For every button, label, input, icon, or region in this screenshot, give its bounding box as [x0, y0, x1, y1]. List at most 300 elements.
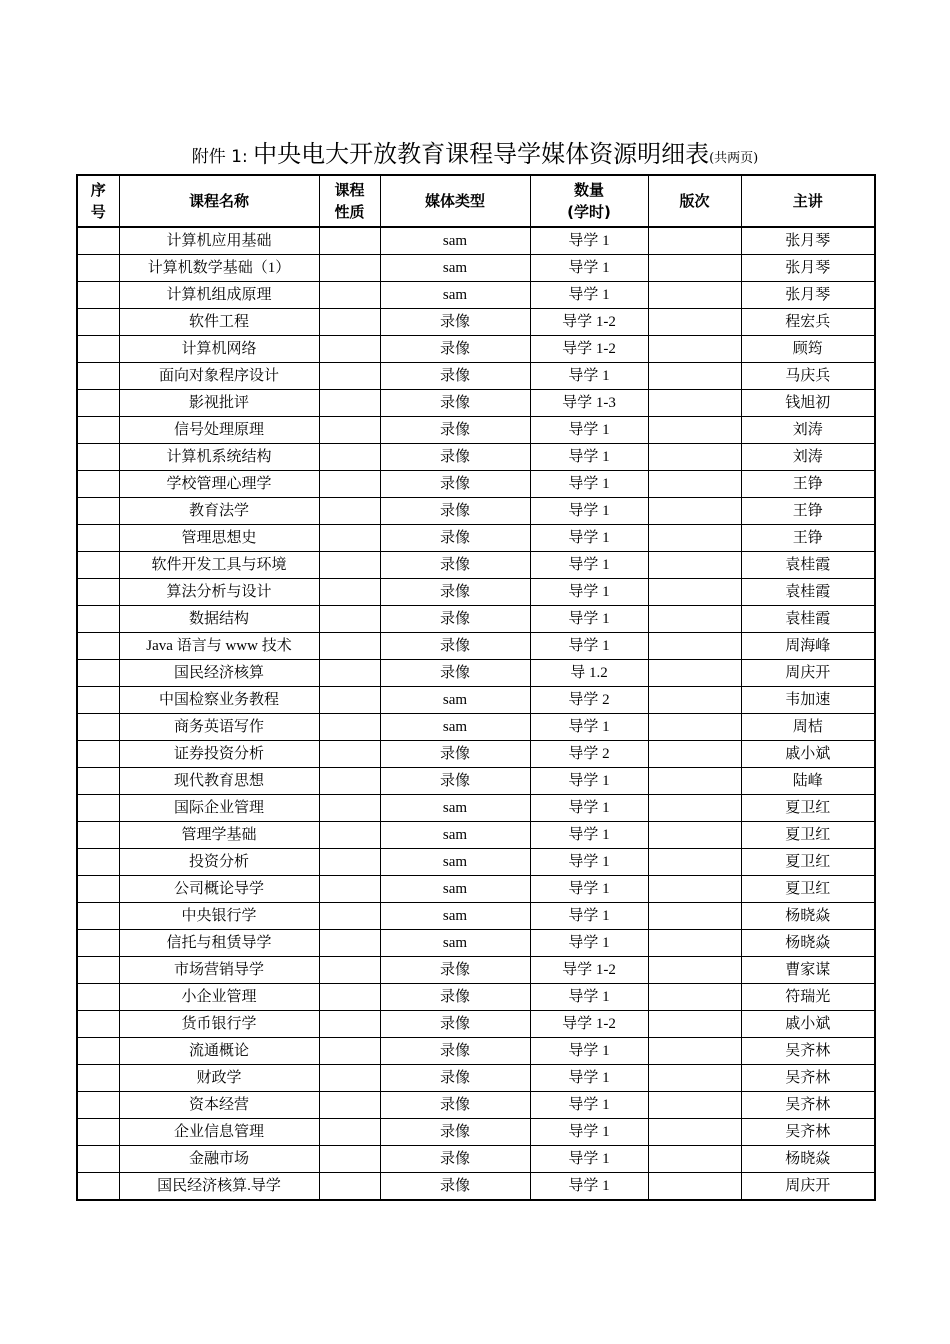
table-row — [77, 768, 875, 795]
cell-edition — [648, 822, 741, 849]
cell-lecturer: 杨晓焱 — [741, 1146, 875, 1173]
table-row — [77, 227, 875, 255]
cell-edition — [648, 255, 741, 282]
cell-media-type: 录像 — [380, 768, 530, 795]
cell-seq — [77, 552, 119, 579]
cell-lecturer: 程宏兵 — [741, 309, 875, 336]
cell-quantity: 导学 1 — [530, 606, 648, 633]
cell-course-nature — [319, 1011, 380, 1038]
cell-quantity: 导学 1 — [530, 633, 648, 660]
cell-edition — [648, 579, 741, 606]
cell-edition — [648, 741, 741, 768]
cell-edition — [648, 363, 741, 390]
cell-media-type: sam — [380, 876, 530, 903]
cell-course-name: 商务英语写作 — [119, 714, 319, 741]
table-row — [77, 255, 875, 282]
cell-course-nature — [319, 957, 380, 984]
cell-edition — [648, 1038, 741, 1065]
cell-quantity: 导学 1 — [530, 525, 648, 552]
cell-seq — [77, 282, 119, 309]
cell-edition — [648, 336, 741, 363]
cell-media-type: 录像 — [380, 1011, 530, 1038]
cell-media-type: 录像 — [380, 525, 530, 552]
cell-lecturer: 刘涛 — [741, 417, 875, 444]
cell-edition — [648, 444, 741, 471]
cell-course-name: 影视批评 — [119, 390, 319, 417]
header-quantity-line1: 数量 — [573, 181, 604, 199]
cell-seq — [77, 227, 119, 255]
cell-lecturer: 周庆开 — [741, 660, 875, 687]
cell-seq — [77, 1146, 119, 1173]
cell-quantity: 导学 1 — [530, 714, 648, 741]
header-edition: 版次 — [648, 175, 741, 227]
media-resource-table — [76, 174, 876, 1201]
cell-seq — [77, 255, 119, 282]
cell-course-name: 计算机应用基础 — [119, 227, 319, 255]
cell-lecturer: 张月琴 — [741, 255, 875, 282]
cell-media-type: 录像 — [380, 633, 530, 660]
cell-quantity: 导学 1 — [530, 1065, 648, 1092]
cell-course-nature — [319, 903, 380, 930]
cell-lecturer: 夏卫红 — [741, 849, 875, 876]
cell-quantity: 导学 1 — [530, 471, 648, 498]
cell-quantity: 导学 2 — [530, 687, 648, 714]
cell-course-nature — [319, 1119, 380, 1146]
cell-course-name: 国际企业管理 — [119, 795, 319, 822]
table-row — [77, 1011, 875, 1038]
cell-lecturer: 吴齐林 — [741, 1065, 875, 1092]
cell-quantity: 导学 1 — [530, 363, 648, 390]
cell-seq — [77, 525, 119, 552]
cell-media-type: sam — [380, 849, 530, 876]
cell-course-nature — [319, 498, 380, 525]
cell-course-name: 教育法学 — [119, 498, 319, 525]
cell-quantity: 导学 1 — [530, 1038, 648, 1065]
cell-seq — [77, 795, 119, 822]
cell-seq — [77, 309, 119, 336]
cell-course-name: 企业信息管理 — [119, 1119, 319, 1146]
cell-course-nature — [319, 255, 380, 282]
cell-quantity: 导学 1 — [530, 579, 648, 606]
cell-course-nature — [319, 363, 380, 390]
cell-media-type: sam — [380, 930, 530, 957]
cell-quantity: 导学 1 — [530, 1119, 648, 1146]
cell-quantity: 导学 1 — [530, 876, 648, 903]
cell-seq — [77, 876, 119, 903]
cell-course-nature — [319, 930, 380, 957]
cell-lecturer: 符瑞光 — [741, 984, 875, 1011]
cell-media-type: sam — [380, 255, 530, 282]
cell-media-type: 录像 — [380, 498, 530, 525]
cell-course-nature — [319, 822, 380, 849]
title-note: (共两页) — [709, 151, 759, 166]
cell-seq — [77, 1119, 119, 1146]
cell-course-name: 货币银行学 — [119, 1011, 319, 1038]
header-row — [77, 175, 875, 227]
table-row — [77, 876, 875, 903]
cell-edition — [648, 714, 741, 741]
cell-seq — [77, 390, 119, 417]
table-row — [77, 336, 875, 363]
cell-quantity: 导学 1 — [530, 1092, 648, 1119]
table-row — [77, 471, 875, 498]
cell-course-nature — [319, 227, 380, 255]
cell-lecturer: 曹家谋 — [741, 957, 875, 984]
cell-seq — [77, 363, 119, 390]
cell-edition — [648, 876, 741, 903]
cell-lecturer: 夏卫红 — [741, 876, 875, 903]
cell-course-name: 学校管理心理学 — [119, 471, 319, 498]
cell-media-type: 录像 — [380, 741, 530, 768]
cell-media-type: 录像 — [380, 336, 530, 363]
cell-seq — [77, 687, 119, 714]
cell-media-type: 录像 — [380, 1038, 530, 1065]
cell-quantity: 导学 1-2 — [530, 336, 648, 363]
cell-course-name: 计算机数学基础（1） — [119, 255, 319, 282]
cell-media-type: 录像 — [380, 1092, 530, 1119]
cell-edition — [648, 552, 741, 579]
cell-course-name: 国民经济核算.导学 — [119, 1173, 319, 1201]
header-quantity — [530, 175, 648, 227]
cell-course-name: 公司概论导学 — [119, 876, 319, 903]
cell-media-type: sam — [380, 227, 530, 255]
cell-lecturer: 周庆开 — [741, 1173, 875, 1201]
cell-quantity: 导学 1-2 — [530, 957, 648, 984]
cell-media-type: 录像 — [380, 1146, 530, 1173]
header-quantity-line2: (学时) — [567, 203, 611, 221]
cell-edition — [648, 1011, 741, 1038]
cell-course-nature — [319, 1038, 380, 1065]
cell-course-name: 计算机系统结构 — [119, 444, 319, 471]
cell-edition — [648, 417, 741, 444]
cell-lecturer: 夏卫红 — [741, 822, 875, 849]
table-row — [77, 984, 875, 1011]
cell-lecturer: 袁桂霞 — [741, 606, 875, 633]
table-row — [77, 1146, 875, 1173]
table-row — [77, 579, 875, 606]
cell-quantity: 导学 1 — [530, 1173, 648, 1201]
title-main: 中央电大开放教育课程导学媒体资源明细表 — [253, 140, 710, 168]
cell-seq — [77, 660, 119, 687]
cell-lecturer: 杨晓焱 — [741, 930, 875, 957]
cell-media-type: sam — [380, 687, 530, 714]
cell-edition — [648, 1146, 741, 1173]
cell-quantity: 导学 1 — [530, 498, 648, 525]
cell-edition — [648, 606, 741, 633]
table-row — [77, 498, 875, 525]
cell-edition — [648, 1092, 741, 1119]
cell-media-type: sam — [380, 714, 530, 741]
cell-quantity: 导学 1 — [530, 444, 648, 471]
cell-lecturer: 周海峰 — [741, 633, 875, 660]
cell-course-nature — [319, 876, 380, 903]
cell-media-type: sam — [380, 795, 530, 822]
header-course-nature-line2: 性质 — [334, 203, 365, 221]
header-seq — [77, 175, 119, 227]
cell-seq — [77, 444, 119, 471]
cell-course-nature — [319, 1092, 380, 1119]
table-row — [77, 1119, 875, 1146]
cell-edition — [648, 525, 741, 552]
cell-lecturer: 王铮 — [741, 471, 875, 498]
cell-seq — [77, 1065, 119, 1092]
cell-seq — [77, 768, 119, 795]
cell-media-type: sam — [380, 822, 530, 849]
cell-lecturer: 吴齐林 — [741, 1092, 875, 1119]
cell-course-nature — [319, 633, 380, 660]
cell-course-name: 财政学 — [119, 1065, 319, 1092]
cell-lecturer: 王铮 — [741, 498, 875, 525]
cell-media-type: 录像 — [380, 390, 530, 417]
cell-lecturer: 韦加速 — [741, 687, 875, 714]
cell-seq — [77, 930, 119, 957]
cell-seq — [77, 1173, 119, 1201]
cell-media-type: 录像 — [380, 1119, 530, 1146]
cell-course-nature — [319, 1173, 380, 1201]
cell-lecturer: 陆峰 — [741, 768, 875, 795]
table-body — [77, 227, 875, 1200]
cell-seq — [77, 903, 119, 930]
header-course-name: 课程名称 — [119, 175, 319, 227]
cell-course-name: 信托与租赁导学 — [119, 930, 319, 957]
table-row — [77, 687, 875, 714]
cell-lecturer: 袁桂霞 — [741, 552, 875, 579]
cell-media-type: 录像 — [380, 552, 530, 579]
cell-media-type: 录像 — [380, 984, 530, 1011]
cell-course-name: 中国检察业务教程 — [119, 687, 319, 714]
cell-course-nature — [319, 687, 380, 714]
cell-course-name: 管理学基础 — [119, 822, 319, 849]
cell-course-nature — [319, 336, 380, 363]
cell-seq — [77, 822, 119, 849]
table-row — [77, 552, 875, 579]
cell-quantity: 导学 2 — [530, 741, 648, 768]
cell-quantity: 导学 1 — [530, 795, 648, 822]
cell-course-nature — [319, 768, 380, 795]
cell-quantity: 导学 1 — [530, 903, 648, 930]
cell-course-nature — [319, 714, 380, 741]
cell-course-name: 流通概论 — [119, 1038, 319, 1065]
cell-lecturer: 刘涛 — [741, 444, 875, 471]
table-row — [77, 822, 875, 849]
cell-course-name: 信号处理原理 — [119, 417, 319, 444]
table-row — [77, 1173, 875, 1201]
header-seq-line1: 序 — [90, 181, 106, 199]
cell-media-type: 录像 — [380, 957, 530, 984]
cell-seq — [77, 957, 119, 984]
cell-edition — [648, 930, 741, 957]
cell-seq — [77, 471, 119, 498]
cell-course-name: 中央银行学 — [119, 903, 319, 930]
cell-media-type: 录像 — [380, 444, 530, 471]
cell-edition — [648, 984, 741, 1011]
cell-course-name: 软件工程 — [119, 309, 319, 336]
cell-seq — [77, 714, 119, 741]
cell-edition — [648, 282, 741, 309]
cell-edition — [648, 633, 741, 660]
table-row — [77, 957, 875, 984]
table-row — [77, 309, 875, 336]
cell-quantity: 导学 1-2 — [530, 1011, 648, 1038]
cell-quantity: 导学 1 — [530, 930, 648, 957]
cell-course-nature — [319, 849, 380, 876]
cell-quantity: 导学 1 — [530, 849, 648, 876]
cell-edition — [648, 687, 741, 714]
cell-edition — [648, 1173, 741, 1201]
cell-course-nature — [319, 606, 380, 633]
cell-quantity: 导 1.2 — [530, 660, 648, 687]
cell-media-type: 录像 — [380, 660, 530, 687]
cell-lecturer: 张月琴 — [741, 227, 875, 255]
cell-course-name: 小企业管理 — [119, 984, 319, 1011]
title-prefix: 附件 1: — [191, 147, 254, 167]
cell-media-type: 录像 — [380, 606, 530, 633]
cell-lecturer: 张月琴 — [741, 282, 875, 309]
cell-media-type: 录像 — [380, 417, 530, 444]
table-row — [77, 390, 875, 417]
cell-course-name: 计算机网络 — [119, 336, 319, 363]
cell-seq — [77, 633, 119, 660]
cell-seq — [77, 417, 119, 444]
cell-edition — [648, 227, 741, 255]
cell-course-name: 算法分析与设计 — [119, 579, 319, 606]
cell-course-nature — [319, 525, 380, 552]
cell-quantity: 导学 1 — [530, 417, 648, 444]
cell-edition — [648, 498, 741, 525]
table-row — [77, 903, 875, 930]
table-row — [77, 633, 875, 660]
cell-lecturer: 杨晓焱 — [741, 903, 875, 930]
cell-quantity: 导学 1 — [530, 255, 648, 282]
cell-lecturer: 吴齐林 — [741, 1119, 875, 1146]
cell-quantity: 导学 1 — [530, 1146, 648, 1173]
cell-course-nature — [319, 1065, 380, 1092]
cell-seq — [77, 849, 119, 876]
cell-lecturer: 周桔 — [741, 714, 875, 741]
cell-edition — [648, 1119, 741, 1146]
cell-media-type: 录像 — [380, 579, 530, 606]
table-row — [77, 1092, 875, 1119]
table-row — [77, 363, 875, 390]
cell-seq — [77, 579, 119, 606]
cell-seq — [77, 1038, 119, 1065]
cell-media-type: 录像 — [380, 471, 530, 498]
cell-course-nature — [319, 471, 380, 498]
cell-lecturer: 吴齐林 — [741, 1038, 875, 1065]
table-row — [77, 606, 875, 633]
cell-course-name: 市场营销导学 — [119, 957, 319, 984]
cell-edition — [648, 660, 741, 687]
cell-course-nature — [319, 579, 380, 606]
cell-lecturer: 戚小斌 — [741, 741, 875, 768]
cell-edition — [648, 768, 741, 795]
table-row — [77, 795, 875, 822]
cell-edition — [648, 471, 741, 498]
header-course-nature — [319, 175, 380, 227]
table-row — [77, 282, 875, 309]
table-row — [77, 741, 875, 768]
cell-course-name: 金融市场 — [119, 1146, 319, 1173]
table-row — [77, 1065, 875, 1092]
cell-lecturer: 马庆兵 — [741, 363, 875, 390]
cell-course-name: 证券投资分析 — [119, 741, 319, 768]
cell-course-nature — [319, 741, 380, 768]
cell-media-type: 录像 — [380, 309, 530, 336]
cell-course-name: 管理思想史 — [119, 525, 319, 552]
cell-media-type: 录像 — [380, 1065, 530, 1092]
cell-quantity: 导学 1 — [530, 227, 648, 255]
cell-quantity: 导学 1 — [530, 822, 648, 849]
header-lecturer: 主讲 — [741, 175, 875, 227]
header-course-nature-line1: 课程 — [334, 181, 365, 199]
cell-quantity: 导学 1 — [530, 768, 648, 795]
cell-course-nature — [319, 309, 380, 336]
cell-course-name: 数据结构 — [119, 606, 319, 633]
cell-course-name: 国民经济核算 — [119, 660, 319, 687]
cell-seq — [77, 1092, 119, 1119]
cell-quantity: 导学 1-2 — [530, 309, 648, 336]
cell-edition — [648, 390, 741, 417]
cell-quantity: 导学 1 — [530, 552, 648, 579]
cell-lecturer: 戚小斌 — [741, 1011, 875, 1038]
cell-course-nature — [319, 417, 380, 444]
cell-lecturer: 夏卫红 — [741, 795, 875, 822]
table-row — [77, 849, 875, 876]
cell-media-type: 录像 — [380, 363, 530, 390]
document-title — [0, 134, 950, 169]
cell-quantity: 导学 1 — [530, 282, 648, 309]
cell-course-name: 现代教育思想 — [119, 768, 319, 795]
cell-seq — [77, 1011, 119, 1038]
cell-course-nature — [319, 795, 380, 822]
cell-course-name: Java 语言与 www 技术 — [119, 633, 319, 660]
cell-seq — [77, 606, 119, 633]
cell-edition — [648, 903, 741, 930]
cell-edition — [648, 957, 741, 984]
table-row — [77, 930, 875, 957]
cell-lecturer: 袁桂霞 — [741, 579, 875, 606]
cell-course-nature — [319, 282, 380, 309]
header-seq-line2: 号 — [90, 203, 106, 221]
cell-course-nature — [319, 1146, 380, 1173]
cell-quantity: 导学 1-3 — [530, 390, 648, 417]
cell-seq — [77, 741, 119, 768]
cell-course-nature — [319, 444, 380, 471]
cell-edition — [648, 309, 741, 336]
cell-course-name: 资本经营 — [119, 1092, 319, 1119]
cell-course-nature — [319, 390, 380, 417]
cell-edition — [648, 849, 741, 876]
cell-course-nature — [319, 984, 380, 1011]
table-row — [77, 444, 875, 471]
table-row — [77, 525, 875, 552]
table-row — [77, 417, 875, 444]
table-row — [77, 1038, 875, 1065]
header-media-type: 媒体类型 — [380, 175, 530, 227]
cell-course-nature — [319, 660, 380, 687]
cell-lecturer: 王铮 — [741, 525, 875, 552]
cell-course-name: 计算机组成原理 — [119, 282, 319, 309]
cell-course-name: 软件开发工具与环境 — [119, 552, 319, 579]
table-row — [77, 660, 875, 687]
cell-lecturer: 顾筠 — [741, 336, 875, 363]
cell-course-name: 面向对象程序设计 — [119, 363, 319, 390]
cell-seq — [77, 984, 119, 1011]
cell-lecturer: 钱旭初 — [741, 390, 875, 417]
cell-media-type: 录像 — [380, 1173, 530, 1201]
cell-seq — [77, 336, 119, 363]
cell-quantity: 导学 1 — [530, 984, 648, 1011]
